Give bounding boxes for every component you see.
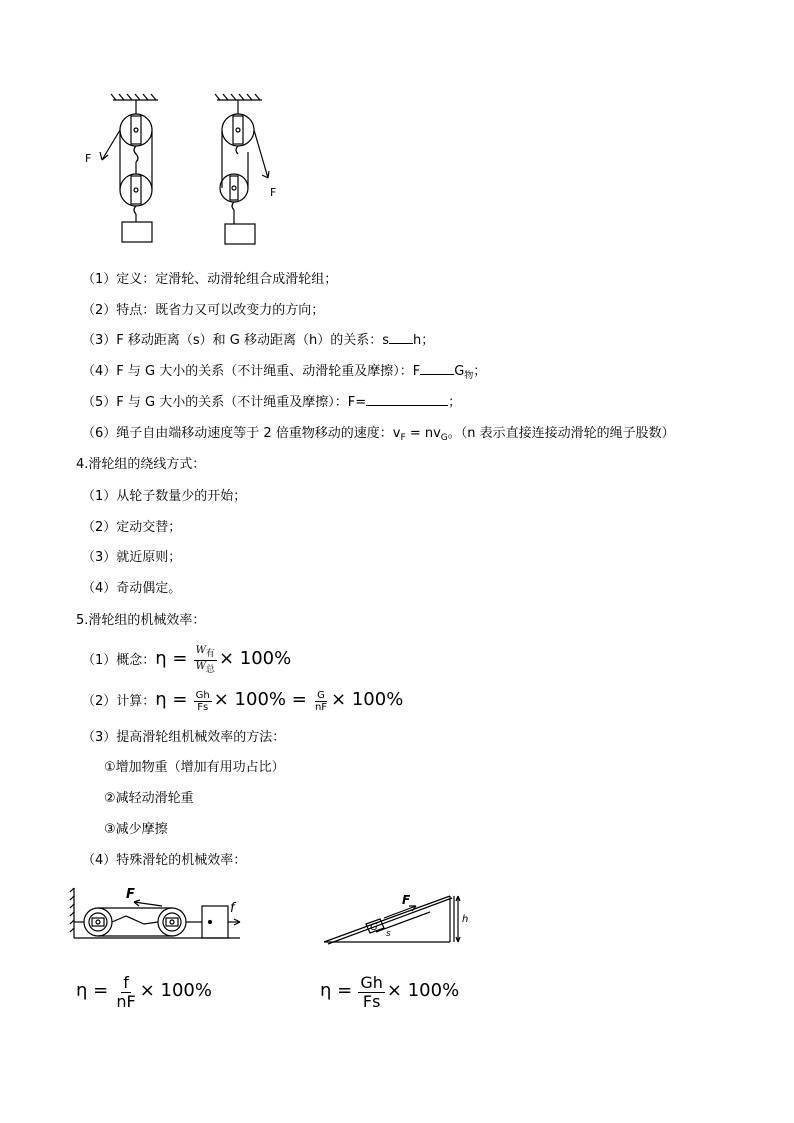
blank-5 bbox=[366, 405, 448, 406]
special-right-den: Fs bbox=[362, 992, 381, 1011]
concept-den-sub: 总 bbox=[205, 665, 215, 675]
special-left-F: F bbox=[126, 887, 135, 902]
pulley-item-3 bbox=[82, 333, 434, 349]
special-left-frac bbox=[114, 974, 137, 1010]
winding-item-4: （4）奇动偶定。 bbox=[82, 581, 182, 596]
item5-pre: （5）F 与 G 大小的关系（不计绳重及摩擦）：F= bbox=[82, 395, 367, 410]
item3-pre: （3）F 移动距离（s）和 G 移动距离（h）的关系：s bbox=[82, 333, 390, 348]
winding-item-2: （2）定动交替； bbox=[82, 520, 182, 535]
special-left-den: nF bbox=[116, 992, 136, 1011]
concept-line bbox=[82, 640, 291, 680]
calc-line bbox=[82, 681, 403, 721]
concept-label: （1）概念： bbox=[82, 653, 156, 668]
pulley-item-6 bbox=[82, 426, 675, 446]
calc-num2: G bbox=[317, 690, 325, 701]
special-right-eta: η = bbox=[320, 980, 353, 1001]
special-right-num: Gh bbox=[360, 973, 383, 993]
pulley-item-5 bbox=[82, 395, 461, 411]
improve-item-3: ③减少摩擦 bbox=[104, 822, 168, 837]
pulley-item-1: （1）定义：定滑轮、动滑轮组合成滑轮组； bbox=[82, 272, 338, 287]
concept-eta: η = bbox=[155, 648, 188, 669]
calc-num1: Gh bbox=[195, 690, 210, 701]
special-eq-right bbox=[320, 964, 459, 1020]
special-left-f: f bbox=[230, 901, 235, 916]
calc-fraction-2 bbox=[313, 690, 329, 713]
concept-den: W bbox=[195, 661, 206, 672]
improve-item-1: ①增加物重（增加有用功占比） bbox=[104, 760, 285, 775]
special-right-frac bbox=[358, 974, 385, 1010]
pulley-figures bbox=[80, 92, 280, 252]
pulley-item-4 bbox=[82, 364, 486, 384]
improve-title: （3）提高滑轮组机械效率的方法： bbox=[82, 730, 286, 745]
special-left-eta: η = bbox=[76, 980, 109, 1001]
item6-pre: （6）绳子自由端移动速度等于 2 倍重物移动的速度：v bbox=[82, 426, 401, 441]
left-pulley-system bbox=[100, 94, 158, 242]
concept-num-sub: 有 bbox=[205, 649, 215, 660]
special-eq-left bbox=[76, 964, 212, 1020]
winding-title: 4.滑轮组的绕线方式： bbox=[76, 457, 206, 472]
special-title: （4）特殊滑轮的机械效率： bbox=[82, 853, 247, 868]
left-F-label: F bbox=[85, 152, 92, 165]
item4-pre: （4）F 与 G 大小的关系（不计绳重、动滑轮重及摩擦）：F bbox=[82, 364, 421, 379]
special-figure-right bbox=[320, 888, 470, 948]
right-pulley-system bbox=[215, 94, 269, 244]
calc-mid: × 100% = bbox=[213, 689, 307, 710]
item4-g: G bbox=[454, 364, 465, 379]
special-left-num: f bbox=[123, 973, 129, 993]
blank-4 bbox=[420, 374, 454, 375]
right-F-label: F bbox=[270, 186, 277, 199]
special-right-F: F bbox=[402, 893, 411, 907]
special-figure-left bbox=[68, 882, 248, 944]
item6-post: 。（n 表示直接连接动滑轮的绳子股数） bbox=[447, 426, 675, 441]
calc-den2: nF bbox=[314, 702, 328, 713]
item6-subG: G bbox=[440, 433, 448, 443]
concept-fraction bbox=[194, 645, 217, 676]
special-right-s: s bbox=[386, 929, 391, 939]
winding-item-3: （3）就近原则； bbox=[82, 550, 182, 565]
calc-tail: × 100% bbox=[331, 689, 404, 710]
blank-3 bbox=[389, 343, 413, 344]
improve-item-2: ②减轻动滑轮重 bbox=[104, 791, 194, 806]
special-right-tail: × 100% bbox=[386, 980, 460, 1001]
item6-subF: F bbox=[400, 433, 406, 443]
item3-post: h； bbox=[413, 333, 435, 348]
winding-item-1: （1）从轮子数量少的开始； bbox=[82, 489, 247, 504]
special-right-G: G bbox=[370, 922, 378, 933]
item4-post: ； bbox=[473, 364, 487, 379]
pulley-item-2: （2）特点：既省力又可以改变力的方向； bbox=[82, 303, 325, 318]
item5-post: ； bbox=[448, 395, 462, 410]
concept-num: W bbox=[195, 645, 206, 657]
efficiency-title: 5.滑轮组的机械效率： bbox=[76, 613, 206, 628]
calc-fraction-1 bbox=[194, 690, 212, 713]
special-left-tail: × 100% bbox=[139, 980, 212, 1001]
calc-eta: η = bbox=[155, 689, 188, 710]
calc-den1: Fs bbox=[197, 702, 209, 713]
concept-tail: × 100% bbox=[218, 648, 292, 669]
item4-sub: 物 bbox=[464, 371, 474, 381]
item6-mid: = nv bbox=[405, 426, 441, 441]
calc-label: （2）计算： bbox=[82, 694, 156, 709]
special-right-h: h bbox=[462, 914, 469, 925]
